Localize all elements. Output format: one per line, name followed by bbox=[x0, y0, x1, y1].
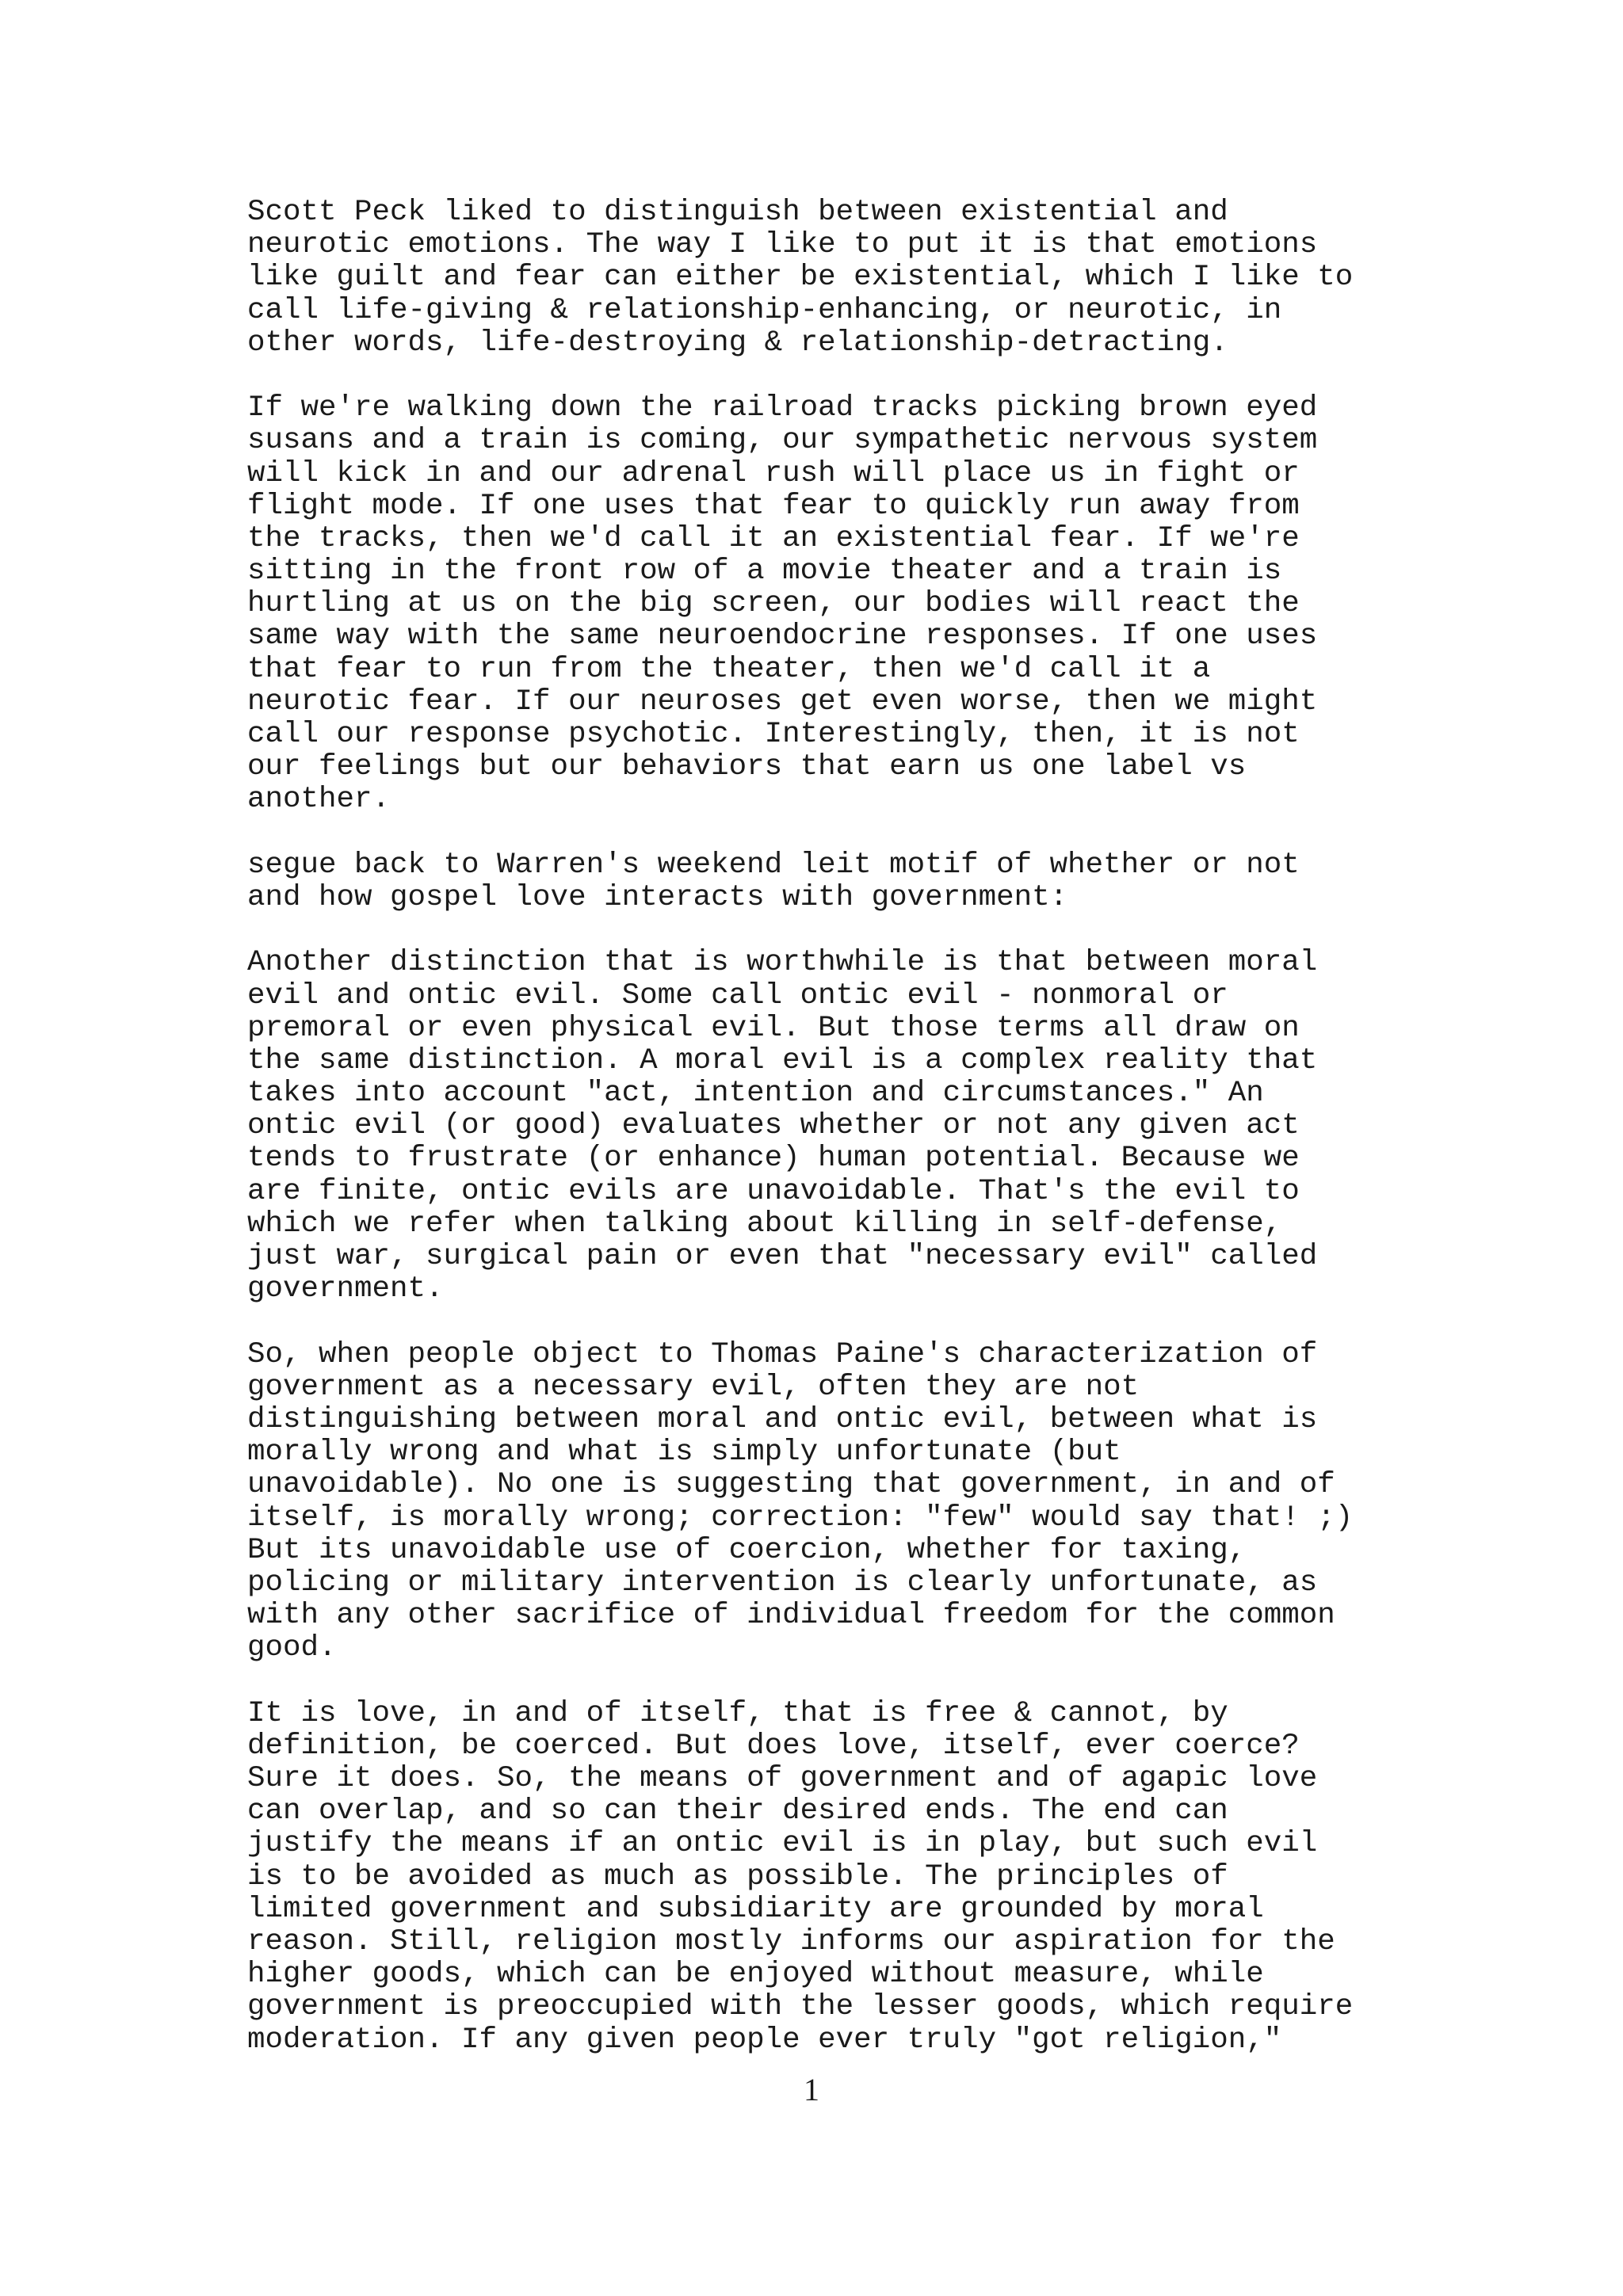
text-line: are finite, ontic evils are unavoidable. That's the evil to bbox=[247, 1174, 1300, 1208]
text-line: reason. Still, religion mostly informs our aspiration for the bbox=[247, 1924, 1335, 1958]
text-line: neurotic emotions. The way I like to put it is that emotions bbox=[247, 228, 1318, 262]
text-line: another. bbox=[247, 783, 391, 817]
text-line: distinguishing between moral and ontic evil, between what is bbox=[247, 1402, 1318, 1436]
text-line: definition, be coerced. But does love, itself, ever coerce? bbox=[247, 1729, 1300, 1763]
text-line: It is love, in and of itself, that is free & cannot, by bbox=[247, 1696, 1228, 1730]
text-line: Another distinction that is worthwhile is that between moral bbox=[247, 946, 1318, 980]
paragraph-gap bbox=[247, 360, 1404, 392]
text-line: hurtling at us on the big screen, our bodies will react the bbox=[247, 587, 1300, 621]
text-line: premoral or even physical evil. But those terms all draw on bbox=[247, 1011, 1300, 1045]
text-line: sitting in the front row of a movie theater and a train is bbox=[247, 555, 1282, 589]
text-line: Scott Peck liked to distinguish between existential and bbox=[247, 196, 1228, 229]
text-line: other words, life-destroying & relationship-detracting. bbox=[247, 326, 1228, 360]
paragraph-gap bbox=[247, 1665, 1404, 1697]
text-line: call life-giving & relationship-enhancing, or neurotic, in bbox=[247, 293, 1282, 327]
text-line: moderation. If any given people ever truly "got religion," bbox=[247, 2023, 1282, 2057]
text-line: Sure it does. So, the means of government and of agapic love bbox=[247, 1762, 1318, 1795]
text-line: segue back to Warren's weekend leit motif of whether or not bbox=[247, 848, 1300, 882]
paragraph bbox=[247, 947, 1404, 1306]
text-line: can overlap, and so can their desired ends. The end can bbox=[247, 1794, 1228, 1829]
text-line: unavoidable). No one is suggesting that government, in and of bbox=[247, 1468, 1335, 1502]
text-line: evil and ontic evil. Some call ontic evil - nonmoral or bbox=[247, 978, 1228, 1013]
paragraph bbox=[247, 849, 1404, 914]
text-line: with any other sacrifice of individual freedom for the common bbox=[247, 1599, 1335, 1633]
text-line: and how gospel love interacts with government: bbox=[247, 880, 1068, 914]
text-line: government. bbox=[247, 1272, 444, 1306]
text-line: ontic evil (or good) evaluates whether or not any given act bbox=[247, 1109, 1300, 1143]
text-line: just war, surgical pain or even that "necessary evil" called bbox=[247, 1240, 1318, 1273]
text-line: government is preoccupied with the lesser goods, which require bbox=[247, 1990, 1354, 2024]
text-line: that fear to run from the theater, then we'd call it a bbox=[247, 652, 1211, 686]
text-line: limited government and subsidiarity are grounded by moral bbox=[247, 1892, 1264, 1926]
paragraph bbox=[247, 196, 1404, 360]
text-line: same way with the same neuroendocrine responses. If one uses bbox=[247, 620, 1318, 654]
text-line: tends to frustrate (or enhance) human potential. Because we bbox=[247, 1142, 1300, 1176]
paragraph-gap bbox=[247, 914, 1404, 947]
text-line: flight mode. If one uses that fear to quickly run away from bbox=[247, 489, 1300, 523]
text-line: itself, is morally wrong; correction: "few" would say that! ;) bbox=[247, 1501, 1354, 1535]
text-line: the tracks, then we'd call it an existential fear. If we're bbox=[247, 521, 1300, 555]
text-line: If we're walking down the railroad tracks picking brown eyed bbox=[247, 391, 1318, 425]
text-line: is to be avoided as much as possible. The principles of bbox=[247, 1859, 1228, 1894]
text-line: But its unavoidable use of coercion, whether for taxing, bbox=[247, 1533, 1247, 1567]
page-number: 1 bbox=[804, 2072, 819, 2107]
text-line: government as a necessary evil, often they are not bbox=[247, 1370, 1140, 1404]
paragraph bbox=[247, 1339, 1404, 1665]
text-line: justify the means if an ontic evil is in play, but such evil bbox=[247, 1827, 1318, 1861]
text-line: higher goods, which can be enjoyed without measure, while bbox=[247, 1958, 1264, 1992]
text-line: good. bbox=[247, 1631, 337, 1665]
text-line: our feelings but our behaviors that earn us one label vs bbox=[247, 750, 1247, 784]
text-line: which we refer when talking about killing in self-defense, bbox=[247, 1207, 1282, 1241]
paragraph bbox=[247, 1698, 1404, 2057]
text-line: policing or military intervention is clearly unfortunate, as bbox=[247, 1566, 1318, 1600]
paragraph-gap bbox=[247, 1306, 1404, 1338]
text-line: morally wrong and what is simply unfortunate (but bbox=[247, 1436, 1121, 1470]
paragraph bbox=[247, 392, 1404, 816]
text-line: neurotic fear. If our neuroses get even worse, then we might bbox=[247, 685, 1318, 719]
text-line: takes into account "act, intention and circumstances." An bbox=[247, 1077, 1264, 1111]
text-line: the same distinction. A moral evil is a complex reality that bbox=[247, 1043, 1318, 1077]
text-line: So, when people object to Thomas Paine's characterization of bbox=[247, 1337, 1318, 1371]
paragraph-gap bbox=[247, 817, 1404, 849]
text-line: call our response psychotic. Interestingly, then, it is not bbox=[247, 718, 1300, 751]
document-body bbox=[247, 196, 1404, 2057]
text-line: susans and a train is coming, our sympathetic nervous system bbox=[247, 424, 1318, 458]
text-line: will kick in and our adrenal rush will place us in fight or bbox=[247, 456, 1300, 490]
text-line: like guilt and fear can either be existential, which I like to bbox=[247, 261, 1354, 295]
